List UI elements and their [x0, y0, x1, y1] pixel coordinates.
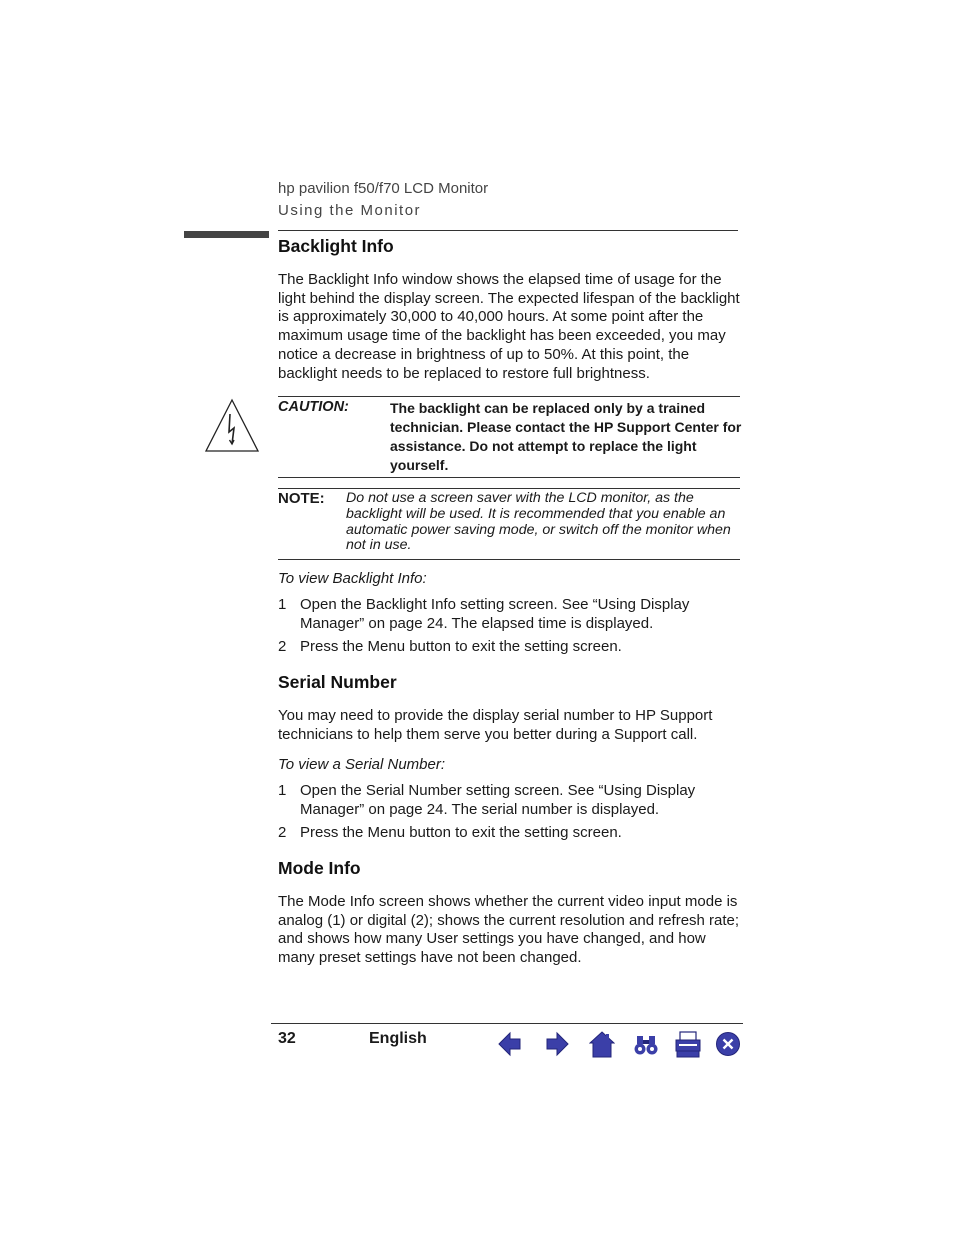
caution-label: CAUTION:: [278, 399, 349, 415]
list-item: [278, 637, 718, 656]
note-box: [278, 488, 740, 560]
header-chapter: Using the Monitor: [278, 202, 422, 219]
list-item: [278, 823, 718, 842]
serial-lead: To view a Serial Number:: [278, 756, 446, 773]
backlight-heading: Backlight Info: [278, 236, 394, 256]
step-text: Open the Serial Number setting screen. See “Using Display Manager” on page 24. The serial number is displayed.: [300, 782, 696, 818]
back-arrow-icon[interactable]: [497, 1030, 523, 1058]
serial-paragraph: You may need to provide the display serial number to HP Support technicians to help them serve you better during a Support call.: [278, 707, 713, 743]
binoculars-icon[interactable]: [633, 1030, 659, 1058]
caution-box: [278, 396, 740, 478]
chapter-tab-bar: [184, 231, 269, 238]
list-item: [278, 595, 718, 633]
step-text: Press the Menu button to exit the setting screen.: [300, 824, 622, 841]
step-number: 1: [278, 782, 287, 799]
step-number: 2: [278, 638, 287, 655]
page-number: 32: [278, 1030, 296, 1047]
step-number: 1: [278, 596, 287, 613]
printer-icon[interactable]: [675, 1030, 701, 1058]
footer-rule: [271, 1023, 743, 1024]
serial-heading: Serial Number: [278, 672, 397, 692]
backlight-lead: To view Backlight Info:: [278, 570, 427, 587]
language-label: English: [369, 1030, 427, 1047]
home-icon[interactable]: [589, 1030, 615, 1058]
note-text: Do not use a screen saver with the LCD monitor, as the backlight will be used. It is recommended that you enable an automatic power saving mode, or switch off the monitor when not in use.: [346, 490, 731, 554]
caution-text: The backlight can be replaced only by a trained technician. Please contact the HP Support Center for assistance. Do not attempt to replace the light yourself.: [390, 400, 742, 473]
mode-paragraph: The Mode Info screen shows whether the current video input mode is analog (1) or digital (2); shows the current resolution and refresh rate; and shows how many User settings you have changed, and how many preset settings have not been changed.: [278, 893, 740, 967]
close-x-icon[interactable]: [715, 1030, 741, 1058]
mode-heading: Mode Info: [278, 858, 361, 878]
forward-arrow-icon[interactable]: [544, 1030, 570, 1058]
step-number: 2: [278, 824, 287, 841]
header-rule: [278, 230, 738, 231]
step-text: Press the Menu button to exit the setting screen.: [300, 638, 622, 655]
backlight-paragraph: The Backlight Info window shows the elapsed time of usage for the light behind the display screen. The expected lifespan of the backlight is approximately 30,000 to 40,000 hours. At some point after the maximum usage time of the backlight has been exceeded, you may notice a decrease in brightness of up to 50%. At this point, the backlight needs to be replaced to restore full brightness.: [278, 271, 740, 382]
header-product: hp pavilion f50/f70 LCD Monitor: [278, 180, 489, 197]
step-text: Open the Backlight Info setting screen. See “Using Display Manager” on page 24. The elapsed time is displayed.: [300, 596, 690, 632]
note-label: NOTE:: [278, 490, 325, 507]
electric-hazard-icon: [204, 398, 260, 453]
list-item: [278, 781, 718, 819]
